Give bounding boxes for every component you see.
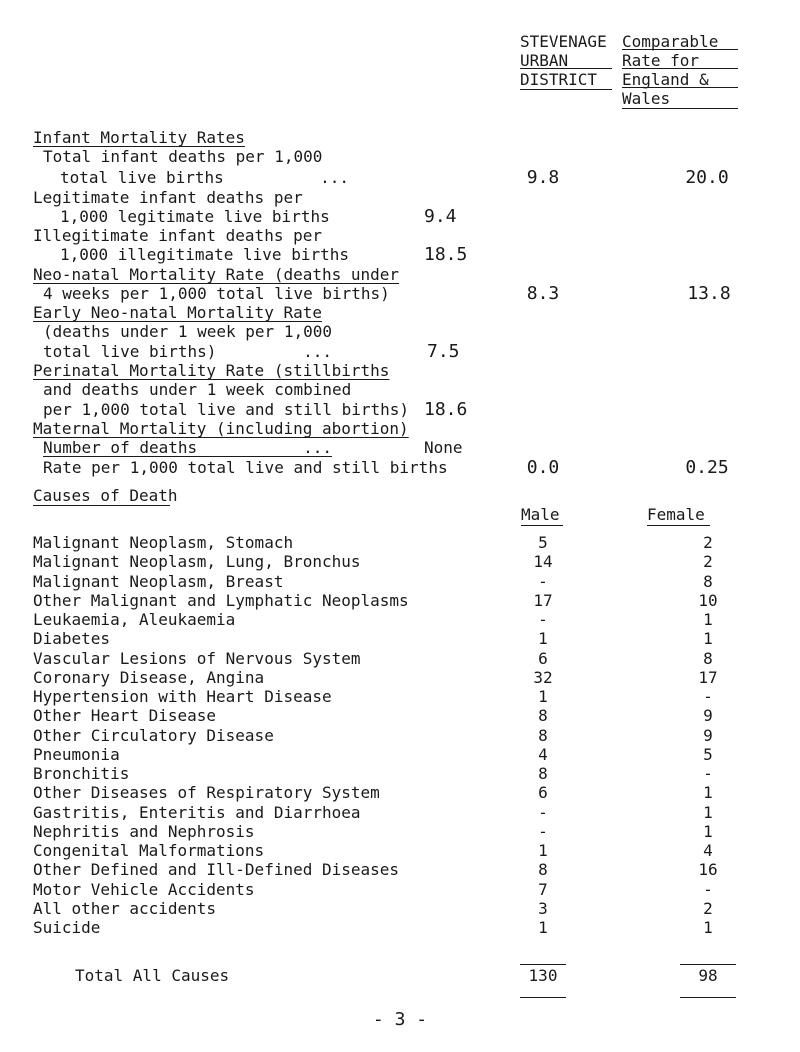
male-count: 8 (538, 706, 548, 725)
value-neonatal-stevenage: 8.3 (526, 283, 560, 304)
causes-heading: Causes of Death (33, 486, 178, 505)
header-comparable-line: Comparable (622, 32, 719, 51)
total-male-line (520, 964, 566, 965)
causes-heading-underline (33, 505, 170, 506)
header-underline (622, 108, 738, 109)
cause-label: Hypertension with Heart Disease (33, 687, 332, 706)
male-count: 1 (538, 841, 548, 860)
infant-mortality-heading: Infant Mortality Rates (33, 128, 245, 147)
female-count: 17 (698, 668, 718, 687)
infant-line: Rate per 1,000 total live and still births (43, 458, 448, 477)
male-count: 4 (538, 745, 548, 764)
female-header-underline (647, 525, 710, 526)
total-label: Total All Causes (75, 966, 230, 985)
male-count: 32 (533, 668, 553, 687)
cause-label: Other Diseases of Respiratory System (33, 783, 380, 802)
value-illegitimate: 18.5 (424, 244, 468, 265)
male-count: - (538, 822, 548, 841)
female-count: 9 (703, 726, 713, 745)
male-count: 1 (538, 918, 548, 937)
female-count: 5 (703, 745, 713, 764)
male-count: 3 (538, 899, 548, 918)
male-count: 17 (533, 591, 553, 610)
cause-label: Diabetes (33, 629, 111, 648)
header-underline (622, 49, 738, 50)
infant-line: total live births) ... (43, 342, 332, 361)
male-count: 7 (538, 880, 548, 899)
female-count: 2 (703, 552, 713, 571)
total-female-line (680, 997, 736, 998)
cause-label: Suicide (33, 918, 101, 937)
female-count: - (703, 687, 713, 706)
male-count: 8 (538, 764, 548, 783)
cause-label: Malignant Neoplasm, Stomach (33, 533, 294, 552)
infant-line: 4 weeks per 1,000 total live births) (43, 284, 390, 303)
infant-line: per 1,000 total live and still births) (43, 400, 410, 419)
cause-label: Coronary Disease, Angina (33, 668, 265, 687)
male-count: - (538, 803, 548, 822)
female-count: - (703, 764, 713, 783)
infant-line: 1,000 illegitimate live births (60, 245, 349, 264)
female-count: 4 (703, 841, 713, 860)
female-count: - (703, 880, 713, 899)
total-male: 130 (528, 966, 558, 985)
header-england-line: England & (622, 70, 709, 89)
male-count: - (538, 610, 548, 629)
header-underline (622, 87, 738, 88)
value-neonatal-england: 13.8 (687, 283, 731, 304)
infant-line: total live births ... (60, 168, 349, 187)
value-maternal-number: None (424, 438, 463, 457)
female-count: 1 (703, 918, 713, 937)
cause-label: Leukaemia, Aleukaemia (33, 610, 236, 629)
cause-label: Congenital Malformations (33, 841, 265, 860)
value-maternal-rate-england: 0.25 (685, 457, 729, 478)
cause-label: Other Defined and Ill-Defined Diseases (33, 860, 400, 879)
infant-line: Illegitimate infant deaths per (33, 226, 322, 245)
header-underline (622, 68, 738, 69)
male-count: 6 (538, 649, 548, 668)
male-count: - (538, 572, 548, 591)
female-count: 2 (703, 899, 713, 918)
female-count: 8 (703, 649, 713, 668)
header-stevenage-line: STEVENAGE (520, 32, 607, 51)
header-district-line: DISTRICT (520, 70, 598, 89)
cause-label: Malignant Neoplasm, Lung, Bronchus (33, 552, 361, 571)
female-count: 8 (703, 572, 713, 591)
header-underline (520, 68, 612, 69)
male-count: 1 (538, 687, 548, 706)
value-legitimate: 9.4 (424, 206, 457, 227)
female-header: Female (647, 505, 705, 524)
cause-label: Motor Vehicle Accidents (33, 880, 255, 899)
male-count: 1 (538, 629, 548, 648)
cause-label: Nephritis and Nephrosis (33, 822, 255, 841)
value-total-infant-england: 20.0 (685, 167, 729, 188)
infant-line: and deaths under 1 week combined (43, 380, 352, 399)
infant-line: Total infant deaths per 1,000 (43, 147, 323, 166)
cause-label: Other Circulatory Disease (33, 726, 274, 745)
infant-line: Number of deaths ... (43, 438, 332, 457)
value-total-infant-stevenage: 9.8 (526, 167, 560, 188)
male-header: Male (521, 505, 560, 524)
value-maternal-rate-stevenage: 0.0 (526, 457, 560, 478)
infant-line: Perinatal Mortality Rate (stillbirths (33, 361, 390, 380)
female-count: 9 (703, 706, 713, 725)
cause-label: Gastritis, Enteritis and Diarrhoea (33, 803, 361, 822)
female-count: 1 (703, 803, 713, 822)
female-count: 1 (703, 783, 713, 802)
cause-label: Other Heart Disease (33, 706, 217, 725)
male-count: 6 (538, 783, 548, 802)
cause-label: Pneumonia (33, 745, 120, 764)
female-count: 2 (703, 533, 713, 552)
female-count: 1 (703, 822, 713, 841)
female-count: 1 (703, 610, 713, 629)
total-female: 98 (698, 966, 718, 985)
total-male-line (520, 997, 566, 998)
cause-label: All other accidents (33, 899, 217, 918)
total-female-line (680, 964, 736, 965)
header-wales-line: Wales (622, 89, 671, 108)
female-count: 1 (703, 629, 713, 648)
cause-label: Bronchitis (33, 764, 130, 783)
infant-line: (deaths under 1 week per 1,000 (43, 322, 332, 341)
header-underline (520, 89, 612, 90)
infant-line: Maternal Mortality (including abortion) (33, 419, 409, 438)
male-header-underline (521, 525, 563, 526)
cause-label: Vascular Lesions of Nervous System (33, 649, 361, 668)
infant-line: Legitimate infant deaths per (33, 188, 303, 207)
page-number: - 3 - (372, 1009, 428, 1030)
cause-label: Malignant Neoplasm, Breast (33, 572, 284, 591)
infant-line: Neo-natal Mortality Rate (deaths under (33, 265, 400, 284)
male-count: 5 (538, 533, 548, 552)
infant-line: Early Neo-natal Mortality Rate (33, 303, 322, 322)
header-ratefor-line: Rate for (622, 51, 700, 70)
value-perinatal: 18.6 (424, 399, 468, 420)
value-early-neonatal: 7.5 (427, 341, 460, 362)
header-urban-line: URBAN (520, 51, 569, 70)
infant-line: 1,000 legitimate live births (60, 207, 330, 226)
cause-label: Other Malignant and Lymphatic Neoplasms (33, 591, 409, 610)
male-count: 8 (538, 726, 548, 745)
female-count: 16 (698, 860, 718, 879)
female-count: 10 (698, 591, 718, 610)
male-count: 8 (538, 860, 548, 879)
male-count: 14 (533, 552, 553, 571)
